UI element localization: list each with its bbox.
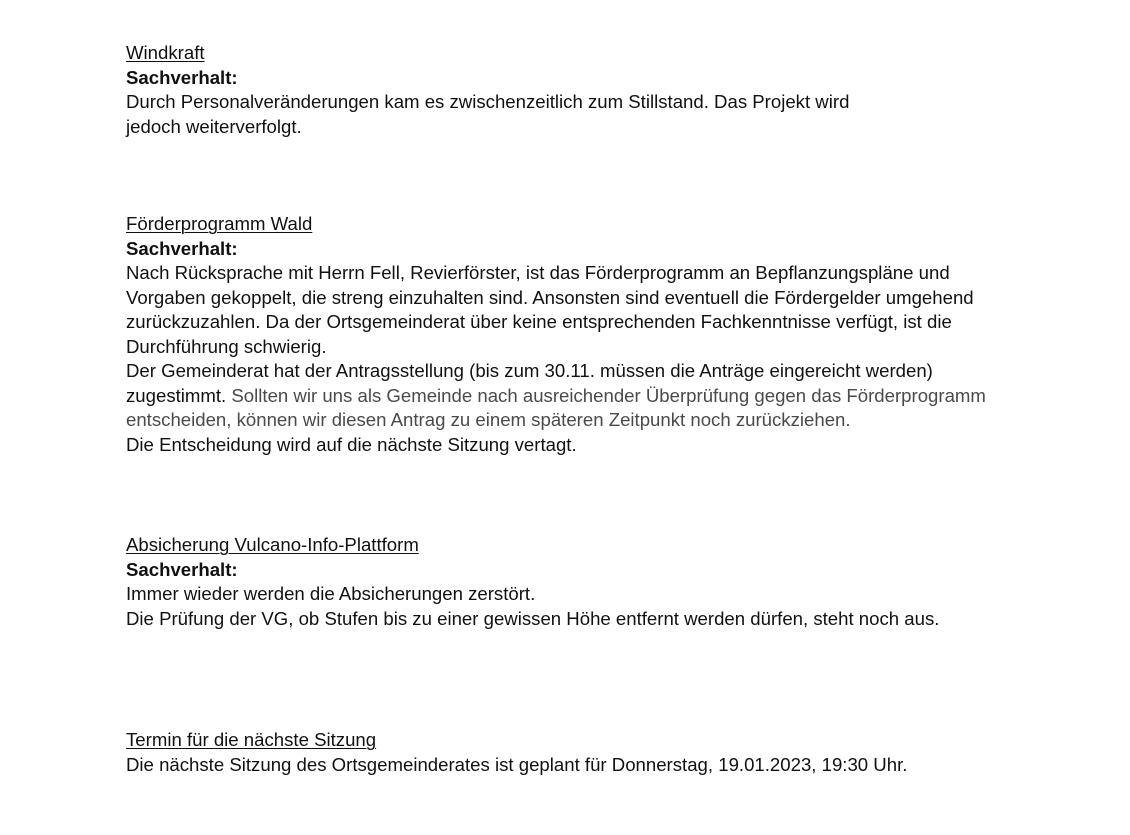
section-text-windkraft	[126, 90, 1026, 139]
section-heading-absicherung: Absicherung Vulcano-Info-Plattform	[126, 534, 419, 555]
absicherung-paragraph-2: Die Prüfung der VG, ob Stufen bis zu einer gewissen Höhe entfernt werden dürfen, steht noch aus.	[126, 607, 940, 629]
foerderprogramm-paragraph-2	[126, 359, 1001, 433]
section-absicherung	[126, 533, 1026, 631]
termin-text: Die nächste Sitzung des Ortsgemeinderates ist geplant für Donnerstag, 19.01.2023, 19:30 Uhr.	[126, 753, 908, 775]
windkraft-line-1: Durch Personalveränderungen kam es zwischenzeitlich zum Stillstand. Das Projekt wird	[126, 91, 850, 112]
section-heading-windkraft: Windkraft	[126, 42, 205, 63]
windkraft-line-2: jedoch weiterverfolgt.	[126, 115, 302, 137]
section-windkraft	[126, 41, 1026, 139]
antrag-rueckzug-text: Sollten wir uns als Gemeinde nach ausreichender Überprüfung gegen das Förderprogramm entscheiden, können wir diesen Antrag zu einem späteren Zeitpunkt noch zurückziehen.	[126, 384, 986, 430]
section-termin	[126, 728, 1026, 777]
section-foerderprogramm-wald	[126, 212, 1026, 457]
antrag-zustimmung-text: Der Gemeinderat hat der Antragsstellung (bis zum 30.11. müssen die Anträge eingereicht werden) zugestimmt.	[126, 360, 933, 406]
sachverhalt-label: Sachverhalt:	[126, 237, 238, 259]
absicherung-paragraph-1: Immer wieder werden die Absicherungen zerstört.	[126, 583, 536, 604]
section-heading-foerderprogramm: Förderprogramm Wald	[126, 213, 313, 234]
foerderprogramm-paragraph-3: Die Entscheidung wird auf die nächste Sitzung vertagt.	[126, 433, 577, 455]
foerderprogramm-paragraph-1: Nach Rücksprache mit Herrn Fell, Revierförster, ist das Förderprogramm an Bepflanzungspläne und Vorgaben gekoppelt, die streng einzuhalten sind. Ansonsten sind eventuell die Fördergelder umgehend zurückzuzahlen. Da der Ortsgemeinderat über keine entsprechenden Fachkenntnisse verfügt, ist die Durchführung schwierig.	[126, 262, 974, 357]
section-heading-termin: Termin für die nächste Sitzung	[126, 729, 377, 750]
sachverhalt-label: Sachverhalt:	[126, 66, 238, 88]
sachverhalt-label: Sachverhalt:	[126, 558, 238, 580]
